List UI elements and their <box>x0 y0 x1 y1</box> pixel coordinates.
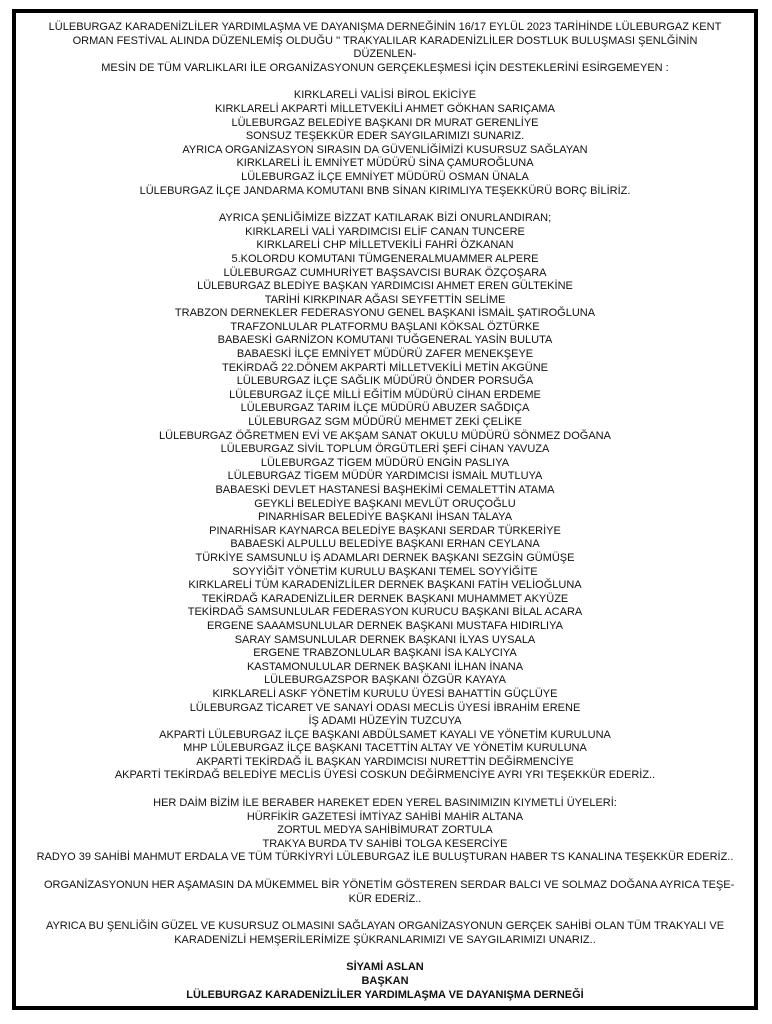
text-line: PINARHİSAR KAYNARCA BELEDİYE BAŞKANI SERDAR TÜRKERİYE <box>209 524 561 537</box>
text-line: LÜLEBURGAZSPOR BAŞKANI ÖZGÜR KAYAYA <box>264 674 506 687</box>
text-line: KIRKLARELİ AKPARTİ MİLLETVEKİLİ AHMET GÖKHAN SARIÇAMA <box>215 102 555 115</box>
text-line: TARİHİ KIRKPINAR AĞASI SEYFETTİN SELİME <box>264 293 506 306</box>
text-line: KIRKLARELİ VALİSİ BİROL EKİCİYE <box>293 89 477 102</box>
section-officials <box>16 89 754 198</box>
signature-block <box>16 961 754 1002</box>
signature-org: LÜLEBURGAZ KARADENİZLİLER YARDIMLAŞMA VE DAYANIŞMA DERNEĞİ <box>186 988 584 1001</box>
text-line: AKPARTİ TEKİRDAĞ BELEDİYE MECLİS ÜYESİ COSKUN DEĞİRMENCİYE AYRI YRI TEŞEKKÜR EDERİZ.. <box>114 769 656 782</box>
text-line: KIRKLARELİ CHP MİLLETVEKİLİ FAHRİ ÖZKANAN <box>256 239 514 252</box>
intro-line: ORMAN FESTİVAL ALINDA DÜZENLEMİŞ OLDUĞU '' TRAKYALILAR KARADENİZLİLER DOSTLUK BULUŞMASI ŞENLĞİNİN DÜZENLEN- <box>72 34 698 61</box>
text-line: AYRICA ORGANİZASYON SIRASIN DA GÜVENLİĞİMİZİ KUSURSUZ SAĞLAYAN <box>182 143 588 156</box>
text-line: AYRICA BU ŞENLİĞİN GÜZEL VE KUSURSUZ OLMASINI SAĞLAYAN ORGANİZASYONUN GERÇEK SAHİBİ OLAN TÜM TRAKYALI VE <box>45 920 725 933</box>
text-line: BABAESKİ ALPULLU BELEDİYE BAŞKANI ERHAN CEYLANA <box>230 538 540 551</box>
text-line: LÜLEBURGAZ SİVİL TOPLUM ÖRGÜTLERİ ŞEFİ CİHAN YAVUZA <box>220 443 550 456</box>
text-line: KIRKLARELİ ASKF YÖNETİM KURULU ÜYESİ BAHATTİN GÜÇLÜYE <box>212 687 558 700</box>
text-line: TRAKYA BURDA TV SAHİBİ TOLGA KESERCİYE <box>262 837 508 850</box>
section-hometown <box>16 920 754 947</box>
text-line: LÜLEBURGAZ İLÇE MİLLİ EĞİTİM MÜDÜRÜ CİHAN ERDEME <box>229 388 541 401</box>
signature-title: BAŞKAN <box>361 975 409 987</box>
text-line: AYRICA ŞENLİĞİMİZE BİZZAT KATILARAK BİZİ ONURLANDIRAN; <box>218 212 552 225</box>
section-organizers <box>16 879 754 906</box>
text-line: KÜR EDERİZ.. <box>348 892 422 905</box>
text-line: LÜLEBURGAZ TARIM İLÇE MÜDÜRÜ ABUZER SAĞDIÇA <box>240 402 530 415</box>
section-attendees <box>16 212 754 783</box>
text-line: ERGENE TRABZONLULAR BAŞKANI İSA KALYCIYA <box>253 647 517 660</box>
text-line: TÜRKİYE SAMSUNLU İŞ ADAMLARI DERNEK BAŞKANI SEZGİN GÜMÜŞE <box>195 551 575 564</box>
text-line: LÜLEBURGAZ İLÇE SAĞLIK MÜDÜRÜ ÖNDER PORSUĞA <box>236 375 534 388</box>
text-line: TEKİRDAĞ KARADENİZLİLER DERNEK BAŞKANI MUHAMMET AKYÜZE <box>201 592 569 605</box>
text-line: LÜLEBURGAZ TİGEM MÜDÜR YARDIMCISI İSMAİL MUTLUYA <box>227 470 543 483</box>
text-line: LÜLEBURGAZ İLÇE JANDARMA KOMUTANI BNB SİNAN KIRIMLIYA TEŞEKKÜRÜ BORÇ BİLİRİZ. <box>139 184 631 197</box>
notice-frame <box>12 9 758 1010</box>
text-line: BABAESKİ İLÇE EMNİYET MÜDÜRÜ ZAFER MENEKŞEYE <box>236 348 534 361</box>
text-line: KARADENİZLİ HEMŞERİLERİMİZE ŞÜKRANLARIMIZI VE SAYGILARIMIZI UNARIZ.. <box>174 933 596 946</box>
intro-line: MESİN DE TÜM VARLIKLARI İLE ORGANİZASYONUN GERÇEKLEŞMESİ İÇİN DESTEKLERİNİ ESİRGEMEYEN : <box>101 61 669 74</box>
text-line: LÜLEBURGAZ ÖĞRETMEN EVİ VE AKŞAM SANAT OKULU MÜDÜRÜ SÖNMEZ DOĞANA <box>159 429 611 442</box>
text-line: HÜRFİKİR GAZETESİ İMTİYAZ SAHİBİ MAHİR ALTANA <box>246 810 524 823</box>
text-line: HER DAİM BİZİM İLE BERABER HAREKET EDEN YEREL BASINIMIZIN KIYMETLİ ÜYELERİ: <box>153 797 617 810</box>
text-line: KASTAMONULULAR DERNEK BAŞKANI İLHAN İNANA <box>246 660 524 673</box>
text-line: LÜLEBURGAZ SGM MÜDÜRÜ MEHMET ZEKİ ÇELİKE <box>248 416 522 429</box>
text-line: AKPARTİ TEKİRDAĞ İL BAŞKAN YARDIMCISI NURETTİN DEĞİRMENCİYE <box>196 755 574 768</box>
text-line: SARAY SAMSUNLULAR DERNEK BAŞKANI İLYAS UYSALA <box>234 633 536 646</box>
text-line: SONSUZ TEŞEKKÜR EDER SAYGILARIMIZI SUNARIZ. <box>245 130 525 143</box>
text-line: TEKİRDAĞ SAMSUNLULAR FEDERASYON KURUCU BAŞKANI BİLAL ACARA <box>187 606 583 619</box>
text-line: PINARHİSAR BELEDİYE BAŞKANI İHSAN TALAYA <box>257 511 513 524</box>
signature-name: SİYAMİ ASLAN <box>346 961 424 974</box>
intro-paragraph <box>16 21 754 75</box>
text-line: LÜLEBURGAZ BELEDİYE BAŞKANI DR MURAT GERENLİYE <box>231 116 539 129</box>
text-line: 5.KOLORDU KOMUTANI TÜMGENERALMUAMMER ALPERE <box>231 252 539 265</box>
text-line: BABAESKİ GARNİZON KOMUTANI TUĞGENERAL YASİN BULUTA <box>217 334 553 347</box>
text-line: LÜLEBURGAZ BLEDİYE BAŞKAN YARDIMCISI AHMET EREN GÜLTEKİNE <box>197 280 573 293</box>
notice-content <box>16 21 754 1002</box>
text-line: ORGANİZASYONUN HER AŞAMASIN DA MÜKEMMEL BİR YÖNETİM GÖSTEREN SERDAR BALCI VE SOLMAZ DOĞANA AYRICA TEŞE- <box>44 879 735 892</box>
intro-line: LÜLEBURGAZ KARADENİZLİLER YARDIMLAŞMA VE DAYANIŞMA DERNEĞİNİN 16/17 EYLÜL 2023 TARİHİNDE LÜLEBURGAZ KENT <box>48 21 722 33</box>
text-line: GEYKLİ BELEDİYE BAŞKANI MEVLÜT ORUÇOĞLU <box>254 497 516 510</box>
text-line: RADYO 39 SAHİBİ MAHMUT ERDALA VE TÜM TÜRKİYRYİ LÜLEBURGAZ İLE BULUŞTURAN HABER TS KANALINA TEŞEKKÜR EDERİZ.. <box>36 851 734 864</box>
text-line: LÜLEBURGAZ TİGEM MÜDÜRÜ ENGİN PASLIYA <box>260 456 510 469</box>
text-line: ZORTUL MEDYA SAHİBİMURAT ZORTULA <box>277 824 493 837</box>
text-line: KIRKLARELİ TÜM KARADENİZLİLER DERNEK BAŞKANI FATİH VELİOĞLUNA <box>188 579 582 592</box>
section-press <box>16 797 754 865</box>
text-line: KIRKLARELİ İL EMNİYET MÜDÜRÜ SİNA ÇAMUROĞLUNA <box>236 157 534 170</box>
text-line: BABAESKİ DEVLET HASTANESİ BAŞHEKİMİ CEMALETTİN ATAMA <box>215 484 555 496</box>
text-line: SOYYİĞİT YÖNETİM KURULU BAŞKANI TEMEL SOYYİĞİTE <box>232 565 538 578</box>
text-line: TRAFZONLULAR PLATFORMU BAŞLANI KÖKSAL ÖZTÜRKE <box>230 320 540 333</box>
text-line: LÜLEBURGAZ TİCARET VE SANAYİ ODASI MECLİS ÜYESİ İBRAHİM ERENE <box>189 701 581 714</box>
text-line: LÜLEBURGAZ CUMHURİYET BAŞSAVCISI BURAK ÖZÇOŞARA <box>223 266 547 279</box>
text-line: TRABZON DERNEKLER FEDERASYONU GENEL BAŞKANI İSMAİL ŞATIROĞLUNA <box>174 307 596 320</box>
text-line: ERGENE SAAAMSUNLULAR DERNEK BAŞKANI MUSTAFA HIDIRLIYA <box>207 619 563 632</box>
text-line: AKPARTİ LÜLEBURGAZ İLÇE BAŞKANI ABDÜLSAMET KAYALI VE YÖNETİM KURULUNA <box>159 728 611 741</box>
text-line: LÜLEBURGAZ İLÇE EMNİYET MÜDÜRÜ OSMAN ÜNALA <box>241 170 529 183</box>
text-line: TEKİRDAĞ 22.DÖNEM AKPARTİ MİLLETVEKİLİ METİN AKGÜNE <box>221 361 548 374</box>
text-line: KIRKLARELİ VALİ YARDIMCISI ELİF CANAN TUNCERE <box>245 225 525 238</box>
text-line: İŞ ADAMI HÜZEYİN TUZCUYA <box>308 715 462 728</box>
text-line: MHP LÜLEBURGAZ İLÇE BAŞKANI TACETTİN ALTAY VE YÖNETİM KURULUNA <box>183 742 587 755</box>
